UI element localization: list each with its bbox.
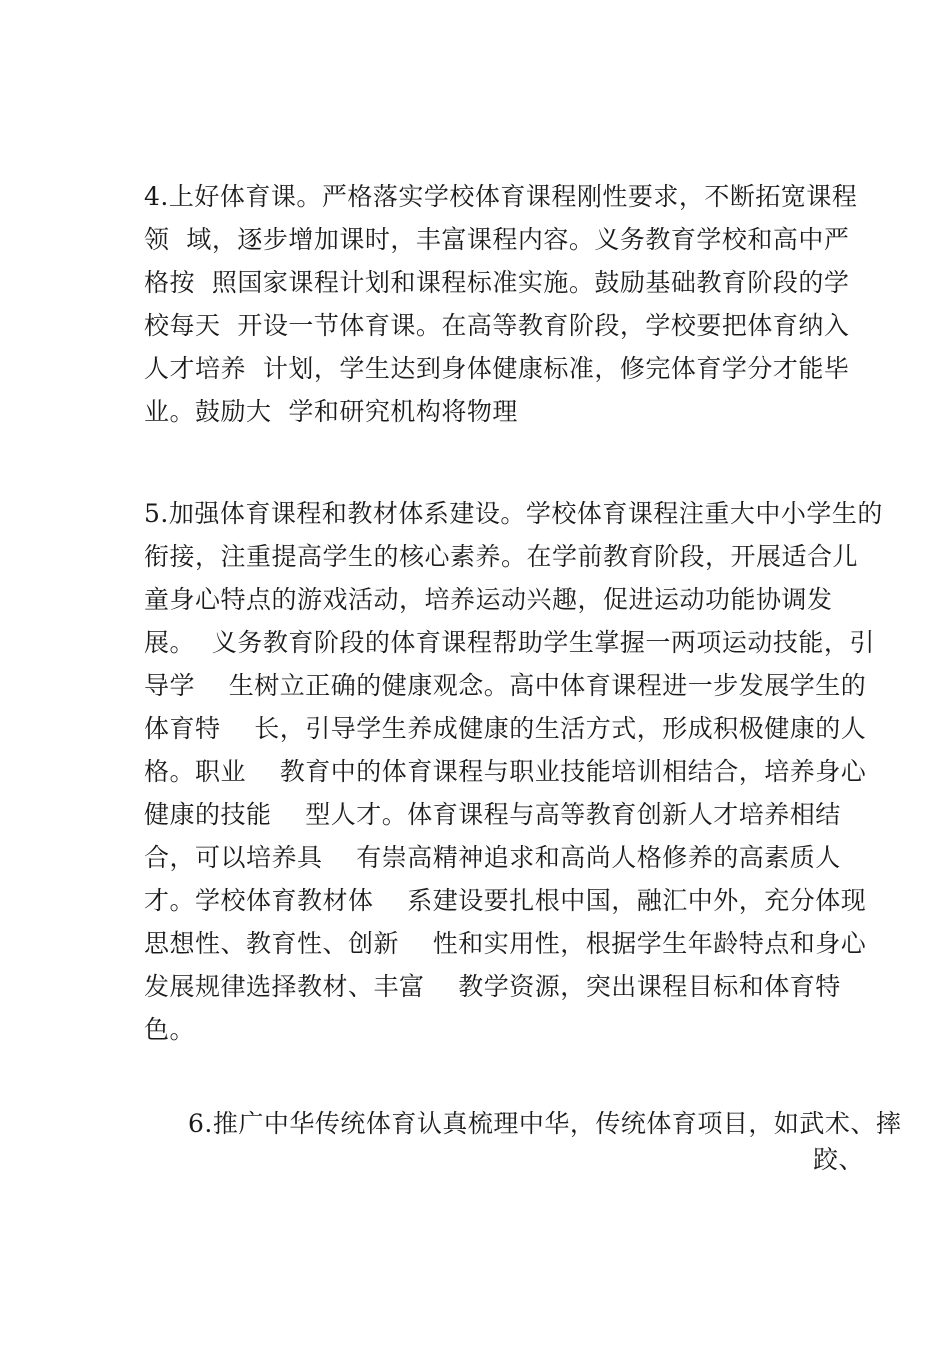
text-line: 校每天 开设一节体育课。在高等教育阶段，学校要把体育纳入 (144, 311, 850, 340)
text-line: 体育特 长，引导学生养成健康的生活方式，形成积极健康的人 (144, 714, 867, 743)
text-line: 业。鼓励大 学和研究机构将物理 (144, 397, 518, 426)
text-line: 格按 照国家课程计划和课程标准实施。鼓励基础教育阶段的学 (144, 268, 850, 297)
text-line: 色。 (144, 1015, 196, 1044)
text-line: 才。学校体育教材体 系建设要扎根中国，融汇中外，充分体现 (144, 886, 867, 915)
paragraph-section-5 (144, 492, 883, 1051)
text-line: 发展规律选择教材、丰富 教学资源，突出课程目标和体育特 (144, 972, 841, 1001)
text-line: 健康的技能 型人才。体育课程与高等教育创新人才培养相结 (144, 800, 841, 829)
text-line: 跤、 (812, 1145, 864, 1174)
text-line: 领 域，逐步增加课时，丰富课程内容。义务教育学校和高中严 (144, 225, 850, 254)
text-line: 合，可以培养具 有崇高精神追求和高尚人格修养的高素质人 (144, 843, 841, 872)
text-line: 4.上好体育课。严格落实学校体育课程刚性要求，不断拓宽课程 (144, 182, 858, 211)
text-line: 人才培养 计划，学生达到身体健康标准，修完体育学分才能毕 (144, 354, 850, 383)
text-line: 衔接，注重提高学生的核心素养。在学前教育阶段，开展适合儿 (144, 542, 859, 571)
text-line: 导学 生树立正确的健康观念。高中体育课程进一步发展学生的 (144, 671, 867, 700)
paragraph-section-4 (144, 175, 874, 433)
text-line: 5.加强体育课程和教材体系建设。学校体育课程注重大中小学生的 (144, 499, 883, 528)
paragraph-section-6 (144, 1106, 902, 1178)
text-line: 思想性、教育性、创新 性和实用性，根据学生年龄特点和身心 (144, 929, 867, 958)
text-line: 展。 义务教育阶段的体育课程帮助学生掌握一两项运动技能，引 (144, 628, 875, 657)
text-line: 6.推广中华传统体育认真梳理中华，传统体育项目，如武术、摔 (188, 1109, 902, 1138)
text-line: 童身心特点的游戏活动，培养运动兴趣，促进运动功能协调发 (144, 585, 833, 614)
text-line: 格。职业 教育中的体育课程与职业技能培训相结合，培养身心 (144, 757, 867, 786)
